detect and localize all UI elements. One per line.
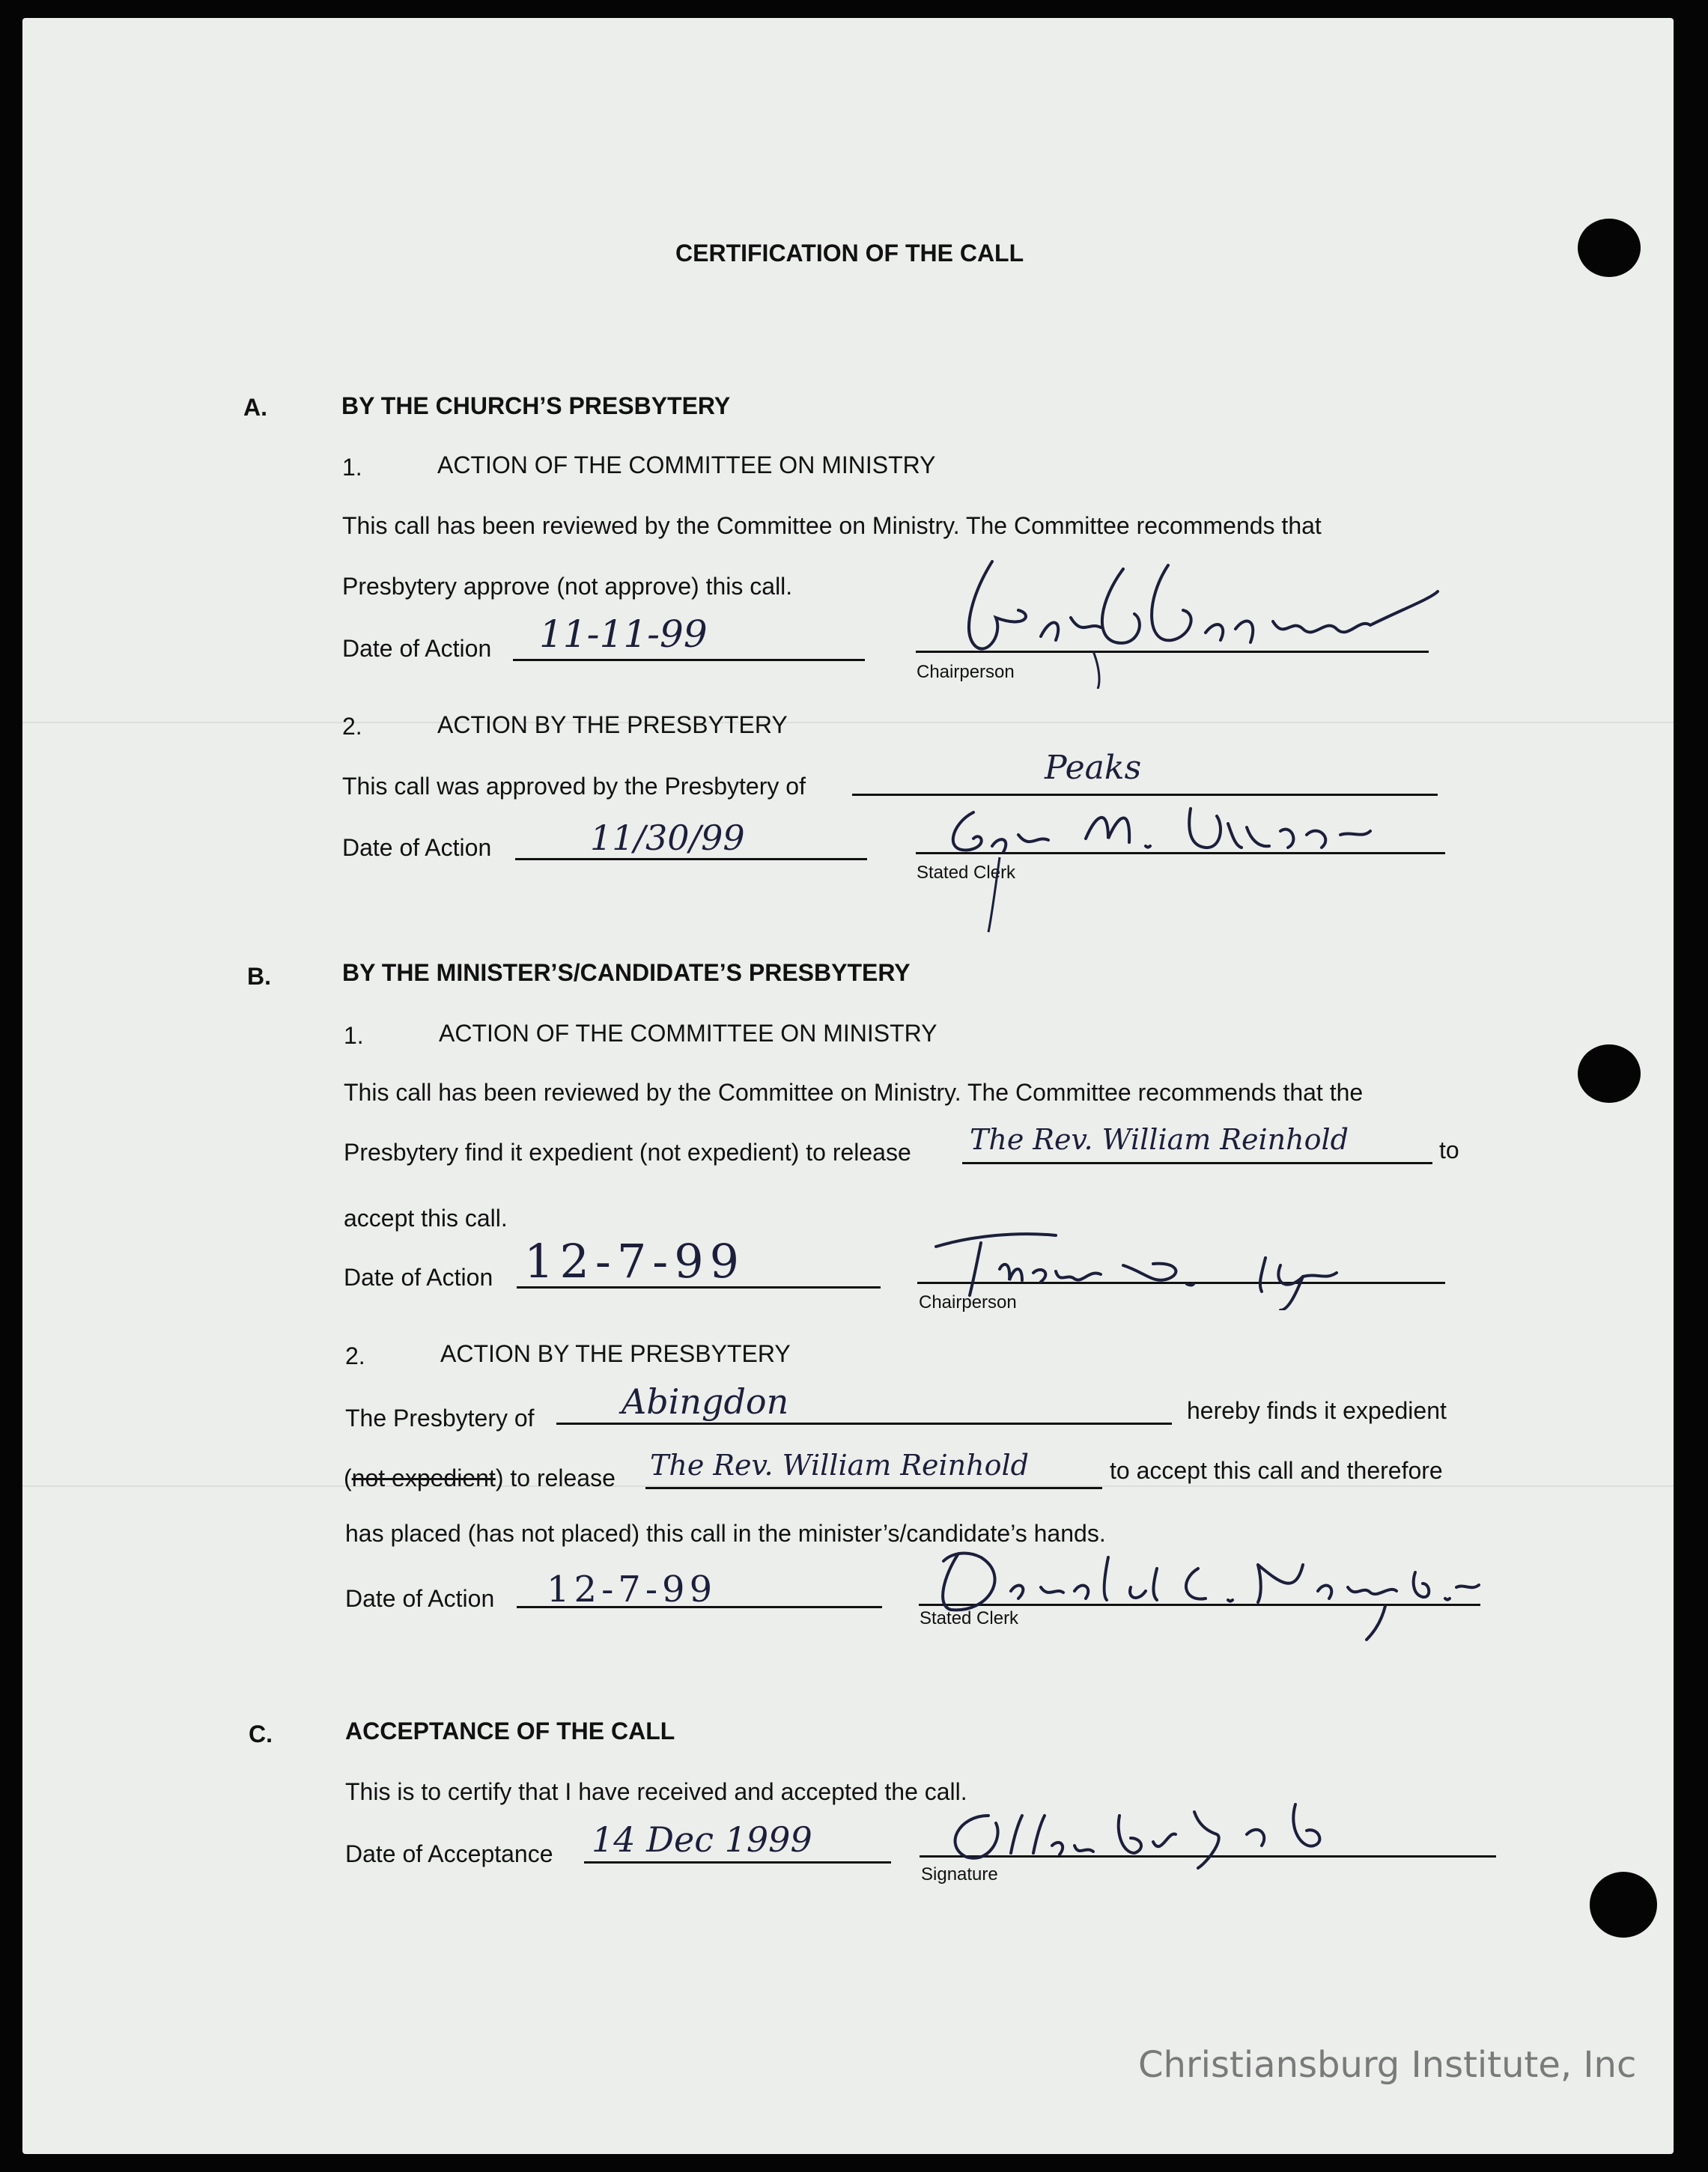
section-b-heading: BY THE MINISTER’S/CANDIDATE’S PRESBYTERY (342, 959, 911, 986)
date-line (515, 858, 867, 860)
section-a-item2-heading: ACTION BY THE PRESBYTERY (437, 711, 788, 738)
section-b-item1-text-line2-post: to (1439, 1137, 1459, 1163)
section-b-item2-signer-label: Stated Clerk (920, 1608, 1019, 1628)
struck-text: not expedient (351, 1464, 496, 1491)
section-a-item1-date-value: 11-11-99 (539, 612, 708, 656)
section-b-letter: B. (247, 963, 271, 990)
section-a-item2-date-label: Date of Action (342, 834, 492, 861)
section-b-item1-text-line3: accept this call. (344, 1205, 508, 1232)
section-b-item1-date-label: Date of Action (344, 1264, 493, 1291)
release-line (962, 1162, 1432, 1164)
section-b-item2-text-post: hereby finds it expedient (1187, 1397, 1447, 1424)
section-b-item2-number: 2. (345, 1342, 365, 1369)
section-b-item2-presbytery-value: Abingdon (621, 1381, 789, 1422)
watermark: Christiansburg Institute, Inc (1138, 2044, 1637, 2086)
section-b-item2-release-value: The Rev. William Reinhold (650, 1449, 1029, 1482)
date-line (584, 1861, 891, 1864)
punch-hole (1578, 1044, 1641, 1103)
section-a-heading: BY THE CHURCH’S PRESBYTERY (341, 392, 731, 419)
signature-nance (929, 1539, 1483, 1658)
section-b-item1-date-value: 12-7-99 (524, 1234, 746, 1289)
section-b-item1-signer-label: Chairperson (919, 1292, 1017, 1312)
section-a-item1-text-line2: Presbytery approve (not approve) this call. (342, 573, 793, 600)
section-b-item1-text-line1: This call has been reviewed by the Committee on Ministry. The Committee recommends that the (344, 1079, 1364, 1106)
signature-hay (929, 1220, 1408, 1310)
section-c-date-value: 14 Dec 1999 (592, 1819, 812, 1860)
section-c-date-label: Date of Acceptance (345, 1840, 553, 1867)
signature-wilson (929, 794, 1378, 936)
section-b-item1-release-value: The Rev. William Reinhold (970, 1123, 1349, 1156)
signature-goodman (921, 547, 1445, 689)
punch-hole (1578, 219, 1641, 277)
section-b-item2-text-pre: The Presbytery of (345, 1405, 535, 1432)
section-a-item2-signer-label: Stated Clerk (917, 863, 1016, 883)
section-b-item2-line2-post: to accept this call and therefore (1110, 1457, 1443, 1484)
section-b-item2-heading: ACTION BY THE PRESBYTERY (440, 1340, 791, 1367)
section-b-item2-line2: (not expedient) to release (344, 1464, 616, 1491)
signature-reinhold (929, 1793, 1468, 1876)
section-c-letter: C. (249, 1721, 273, 1747)
section-a-item1-heading: ACTION OF THE COMMITTEE ON MINISTRY (437, 451, 936, 478)
section-a-item1-signer-label: Chairperson (917, 662, 1015, 682)
fold-line (22, 722, 1674, 723)
section-a-letter: A. (243, 394, 267, 421)
section-c-text: This is to certify that I have received and accepted the call. (345, 1778, 967, 1805)
section-a-item2-text: This call was approved by the Presbytery of (342, 773, 806, 800)
section-b-item1-heading: ACTION OF THE COMMITTEE ON MINISTRY (439, 1020, 937, 1047)
presbytery-line (556, 1423, 1172, 1425)
section-b-item1-text-line2-pre: Presbytery find it expedient (not expedient) to release (344, 1139, 911, 1166)
section-a-item1-number: 1. (342, 454, 362, 481)
section-b-item1-number: 1. (344, 1022, 364, 1049)
date-line (513, 659, 865, 661)
release-line (645, 1487, 1102, 1489)
punch-hole (1590, 1872, 1657, 1938)
section-b-item2-date-label: Date of Action (345, 1585, 495, 1612)
section-a-item2-date-value: 11/30/99 (590, 818, 745, 858)
section-a-item1-date-label: Date of Action (342, 635, 492, 662)
section-b-item2-date-value: 12-7-99 (547, 1569, 717, 1610)
section-c-signer-label: Signature (921, 1864, 998, 1884)
document-title: CERTIFICATION OF THE CALL (675, 240, 1024, 267)
section-a-item2-number: 2. (342, 713, 362, 740)
section-c-heading: ACCEPTANCE OF THE CALL (345, 1718, 675, 1744)
section-a-item2-presbytery-value: Peaks (1045, 749, 1142, 787)
section-a-item1-text-line1: This call has been reviewed by the Committee on Ministry. The Committee recommends that (342, 512, 1322, 539)
section-b-item2-text-line3: has placed (has not placed) this call in the minister’s/candidate’s hands. (345, 1520, 1106, 1547)
